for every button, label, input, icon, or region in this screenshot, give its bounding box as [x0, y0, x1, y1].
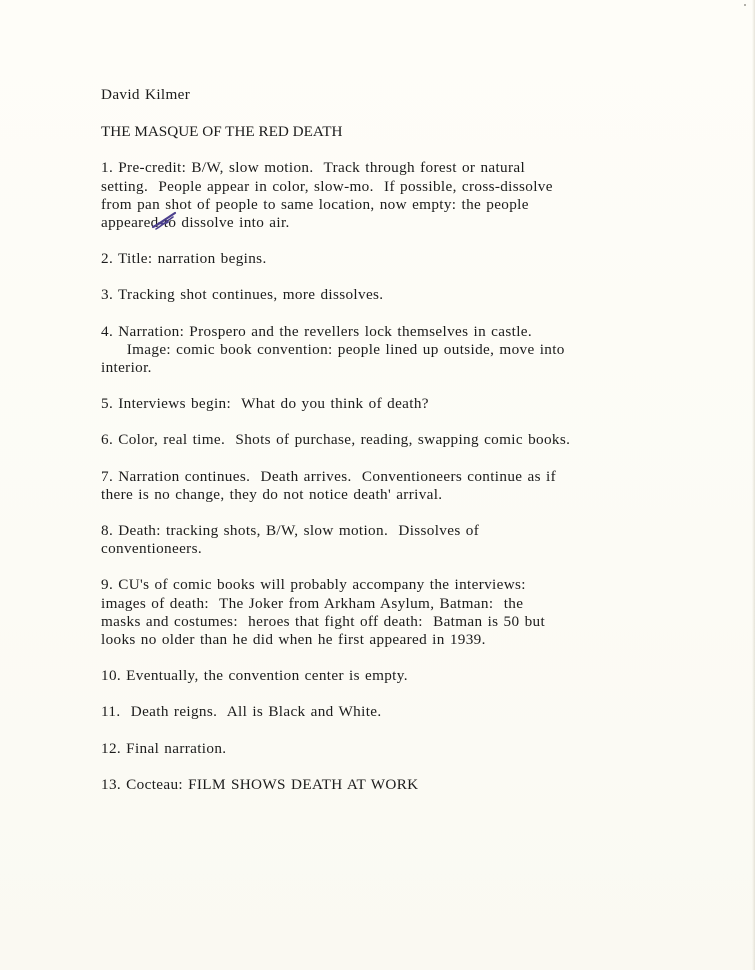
paragraph-3 — [101, 286, 646, 304]
paragraph-line: appeared to dissolve into air. — [101, 214, 290, 232]
paragraph-12 — [101, 740, 646, 758]
paragraph-line: 5. Interviews begin: What do you think of death? — [101, 395, 429, 413]
paragraph-line: 12. Final narration. — [101, 739, 227, 757]
paragraph-7 — [101, 468, 646, 504]
paragraph-line: 8. Death: tracking shots, B/W, slow motion. Dissolves of — [101, 522, 480, 540]
paragraph-line: 13. Cocteau: FILM SHOWS DEATH AT WORK — [101, 775, 419, 793]
paragraph-line: conventioneers. — [101, 540, 202, 558]
paragraph-line: from pan shot of people to same location, now empty: the people — [101, 195, 529, 213]
paragraph-line: Image: comic book convention: people lined up outside, move into — [101, 340, 565, 358]
paper-speck — [744, 4, 746, 6]
paragraph-line: 6. Color, real time. Shots of purchase, reading, swapping comic books. — [101, 431, 571, 449]
author-name: David Kilmer — [101, 86, 191, 103]
paragraph-1 — [101, 159, 646, 232]
paragraph-5 — [101, 395, 646, 413]
paragraph-line: masks and costumes: heroes that fight off death: Batman is 50 but — [101, 612, 546, 630]
paragraph-line: 1. Pre-credit: B/W, slow motion. Track through forest or natural — [101, 159, 526, 177]
paragraph-line: 3. Tracking shot continues, more dissolves. — [101, 286, 384, 304]
paragraph-9 — [101, 576, 646, 649]
paragraph-line: interior. — [101, 359, 152, 377]
paragraph-line: setting. People appear in color, slow-mo. If possible, cross-dissolve — [101, 177, 553, 195]
document-body — [101, 86, 646, 812]
paragraph-line: there is no change, they do not notice death' arrival. — [101, 485, 443, 503]
paragraph-8 — [101, 522, 646, 558]
paragraph-4 — [101, 323, 646, 378]
paragraph-line: 11. Death reigns. All is Black and White. — [101, 703, 382, 721]
paragraph-2 — [101, 250, 646, 268]
paragraph-line: 10. Eventually, the convention center is empty. — [101, 667, 408, 685]
paragraph-line: images of death: The Joker from Arkham Asylum, Batman: the — [101, 594, 524, 612]
paragraph-line: 9. CU's of comic books will probably accompany the interviews: — [101, 576, 526, 594]
paragraph-line: looks no older than he did when he first appeared in 1939. — [101, 631, 486, 649]
corrected-line-wrapper — [101, 214, 290, 232]
document-title: THE MASQUE OF THE RED DEATH — [101, 123, 343, 141]
paragraph-10 — [101, 667, 646, 685]
paragraph-13 — [101, 776, 646, 794]
paragraph-6 — [101, 431, 646, 449]
paragraph-line: 4. Narration: Prospero and the revellers lock themselves in castle. — [101, 322, 532, 340]
paragraph-line: 7. Narration continues. Death arrives. Conventioneers continue as if — [101, 467, 556, 485]
paragraph-line: 2. Title: narration begins. — [101, 250, 267, 268]
paragraph-11 — [101, 703, 646, 721]
